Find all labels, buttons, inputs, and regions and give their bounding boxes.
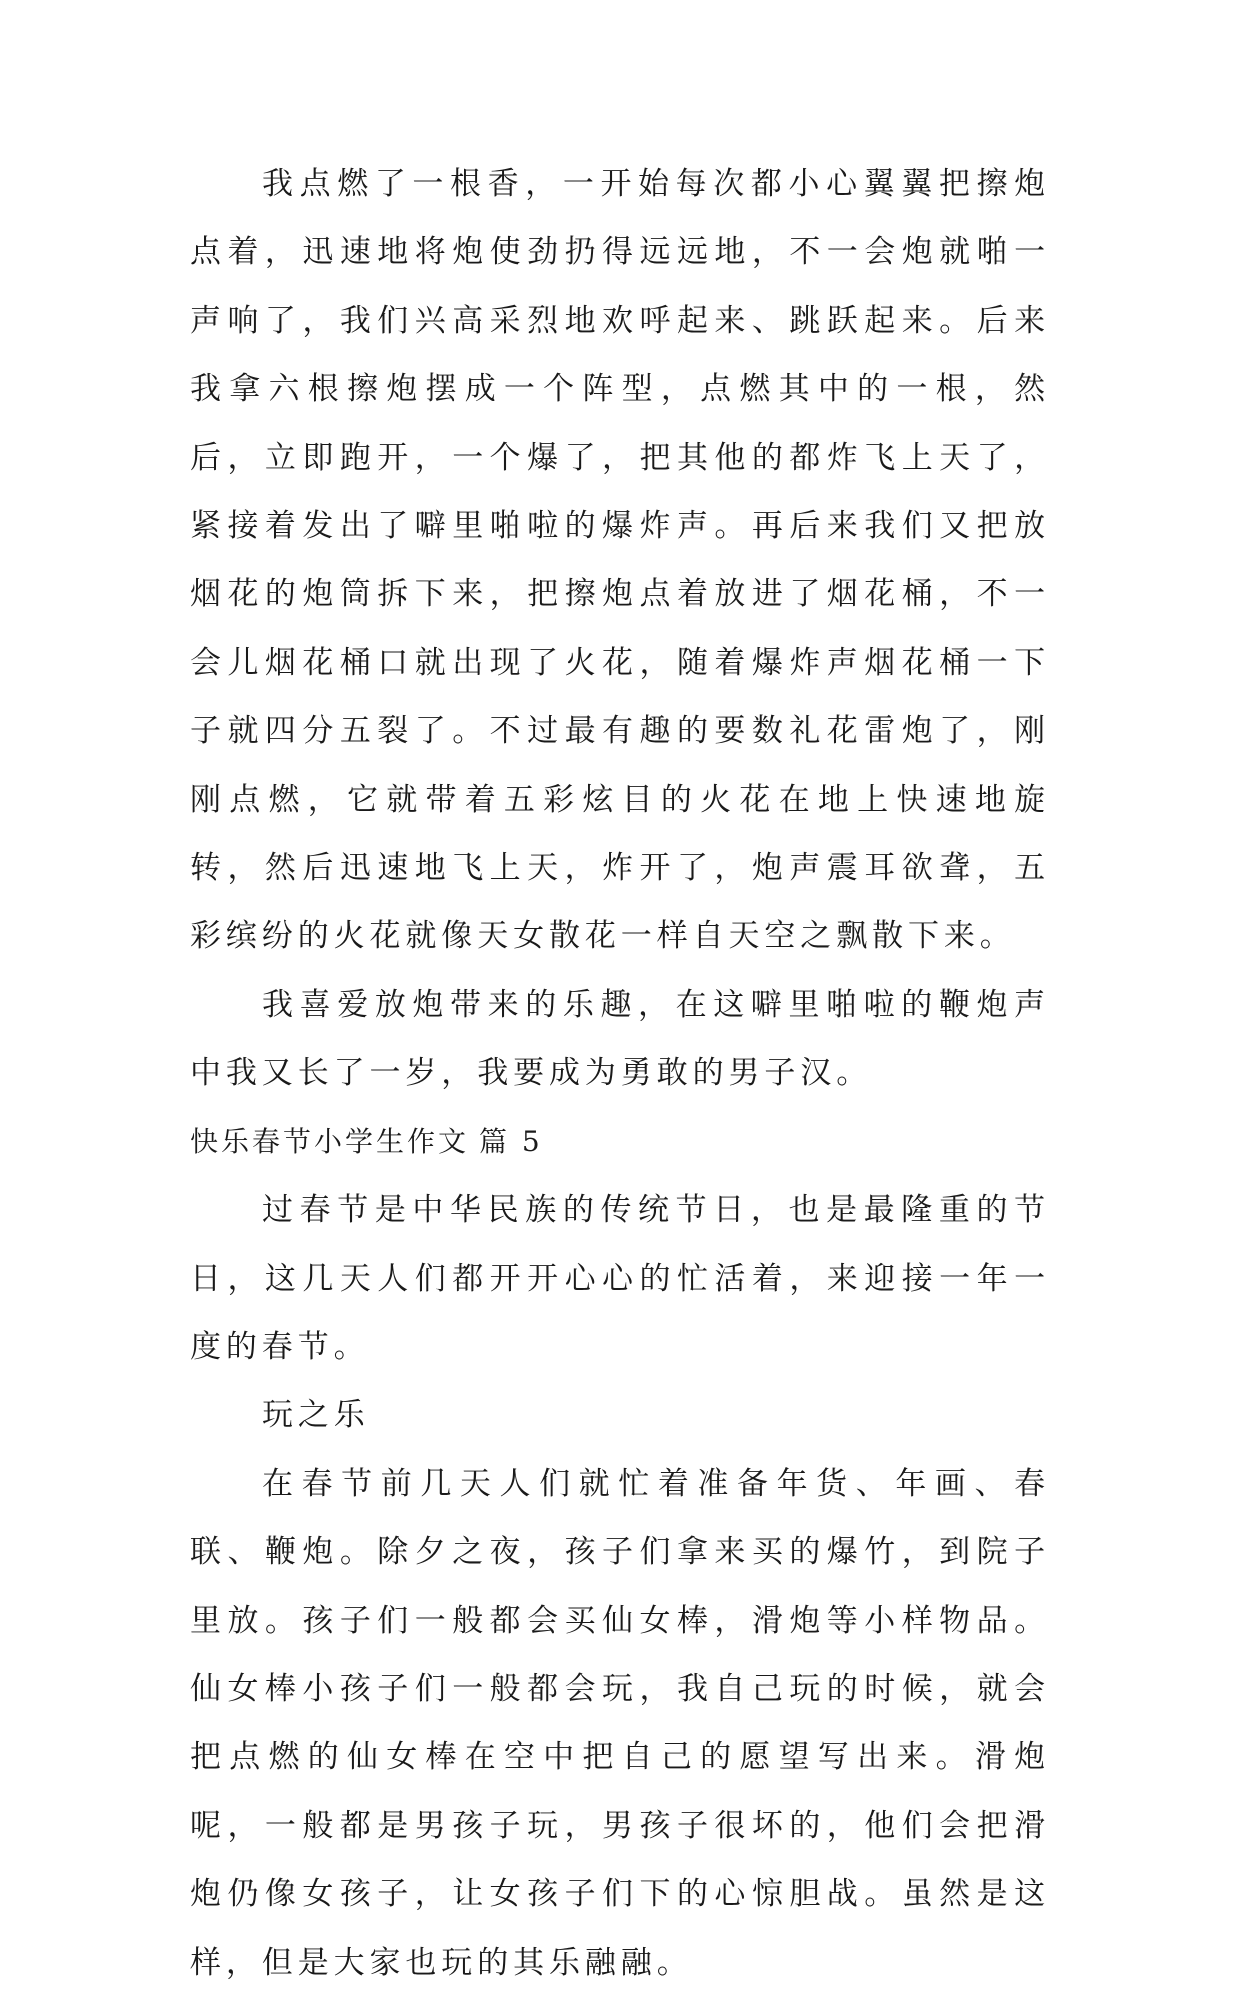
paragraph-growing-up: 我喜爱放炮带来的乐趣，在这噼里啪啦的鞭炮声中我又长了一岁，我要成为勇敢的男子汉。 (190, 986, 1050, 1092)
document-page (190, 150, 1050, 1997)
section-heading (190, 1108, 1050, 1176)
paragraph-firecracker-play: 我点燃了一根香，一开始每次都小心翼翼把擦炮点着，迅速地将炮使劲扔得远远地，不一会炮就啪一声响了，我们兴高采烈地欢呼起来、跳跃起来。后来我拿六根擦炮摆成一个阵型，点燃其中的一根，然后，立即跑开，一个爆了，把其他的都炸飞上天了，紧接着发出了噼里啪啦的爆炸声。再后来我们又把放烟花的炮筒拆下来，把擦炮点着放进了烟花桶，不一会儿烟花桶口就出现了火花，随着爆炸声烟花桶一下子就四分五裂了。不过最有趣的要数礼花雷炮了，刚刚点燃，它就带着五彩炫目的火花在地上快速地旋转，然后迅速地飞上天，炸开了，炮声震耳欲聋，五彩缤纷的火花就像天女散花一样自天空之飘散下来。 (190, 166, 1050, 955)
paragraph-spring-festival-intro: 过春节是中华民族的传统节日，也是最隆重的节日，这几天人们都开开心心的忙活着，来迎接一年一度的春节。 (190, 1192, 1050, 1365)
section-title: 快乐春节小学生作文 (190, 1124, 470, 1158)
subheading-fun-of-play: 玩之乐 (262, 1397, 370, 1434)
paragraph-new-year-eve: 在春节前几天人们就忙着准备年货、年画、春联、鞭炮。除夕之夜，孩子们拿来买的爆竹，到院子里放。孩子们一般都会买仙女棒，滑炮等小样物品。仙女棒小孩子们一般都会玩，我自己玩的时候，就会把点燃的仙女棒在空中把自己的愿望写出来。滑炮呢，一般都是男孩子玩，男孩子很坏的，他们会把滑炮仍像女孩子，让女孩子们下的心惊胆战。虽然是这样，但是大家也玩的其乐融融。 (190, 1465, 1050, 1981)
section-label: 篇 5 (479, 1124, 543, 1158)
